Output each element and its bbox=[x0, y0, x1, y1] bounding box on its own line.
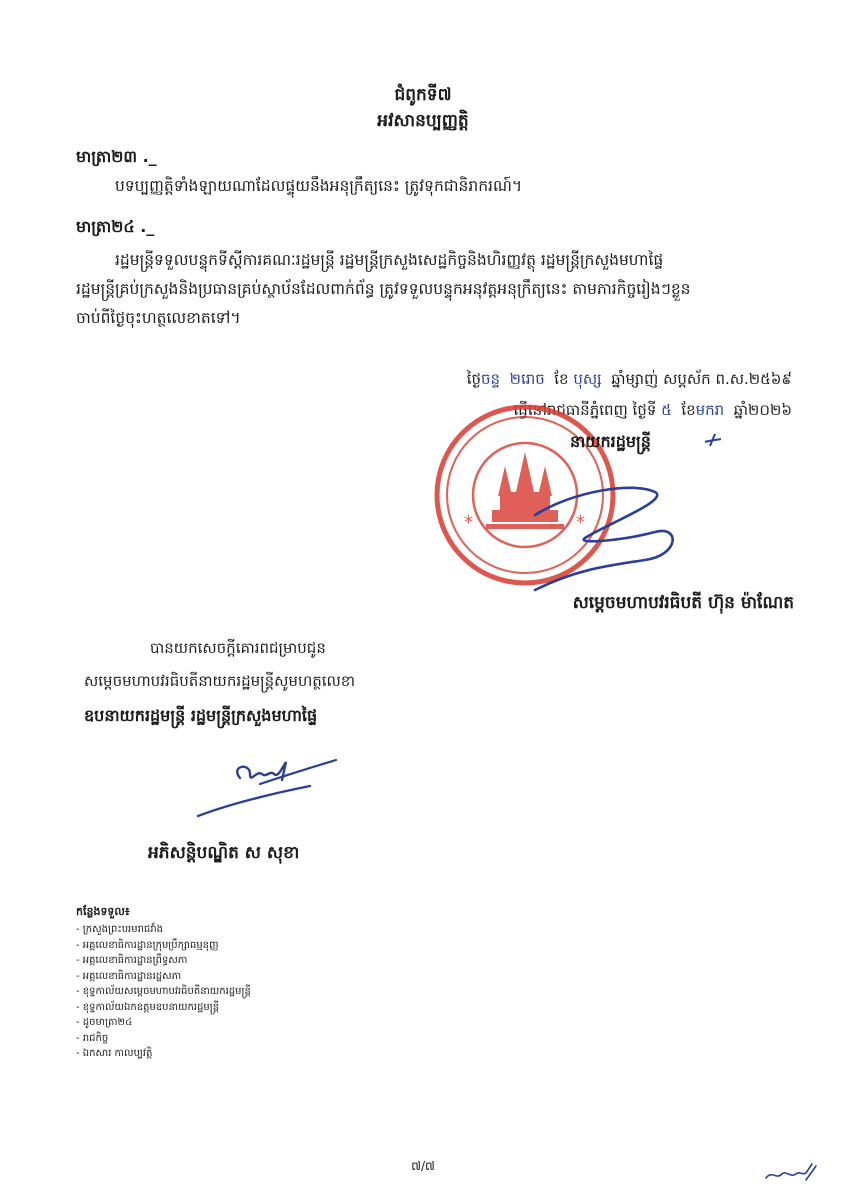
lunar-day: ២រោច bbox=[509, 370, 545, 388]
article-24-line-1: រដ្ឋមន្ត្រីទទួលបន្ទុកទីស្តីការគណៈរដ្ឋមន្ត្រី រដ្ឋមន្ត្រីក្រសួងសេដ្ឋកិច្ចនិងហិរញ្ញវត្ថុ រដ្ឋមន្ត្រីក្រសួងមហាផ្ទៃ bbox=[115, 251, 664, 269]
solar-day: ៥ bbox=[661, 401, 672, 419]
article-24-heading: មាត្រា២៤ ._ bbox=[76, 217, 155, 236]
month-prefix-2: ខែ bbox=[681, 401, 696, 419]
article-24-line-3: ចាប់ពីថ្ងៃចុះហត្ថលេខាតទៅ។ bbox=[76, 309, 241, 327]
pm-signature bbox=[505, 420, 745, 600]
article-23-text: បទប្បញ្ញត្តិទាំងឡាយណាដែលផ្ទុយនឹងអនុក្រឹត្យនេះ ត្រូវទុកជានិរាករណ៍។ bbox=[115, 177, 523, 195]
countersign-title: ឧបនាយករដ្ឋមន្ត្រី រដ្ឋមន្ត្រីក្រសួងមហាផ្ទៃ bbox=[84, 706, 318, 725]
countersign-line-1: បានយកសេចក្តីគោរពជម្រាបជូន bbox=[150, 639, 326, 657]
svg-text:*: * bbox=[464, 512, 473, 533]
weekday: ចន្ទ bbox=[481, 370, 501, 388]
recipients-list bbox=[76, 922, 251, 1062]
signatory-name: សម្តេចមហាបវរធិបតី ហ៊ុន ម៉ាណែត bbox=[572, 593, 794, 613]
countersign-line-2: សម្តេចមហាបវរធិបតីនាយករដ្ឋមន្ត្រីសូមហត្ថលេខា bbox=[84, 672, 356, 690]
list-item: - ឯកសារ កាលប្បវត្តិ bbox=[76, 1046, 251, 1062]
list-item: - រាជកិច្ច bbox=[76, 1031, 251, 1047]
deputy-signature bbox=[190, 740, 350, 830]
solar-year: ២០២៦ bbox=[748, 401, 792, 419]
list-item: - ដូចមាត្រា២៤ bbox=[76, 1015, 251, 1031]
recipients-title: កន្លែងទទួល៖ bbox=[76, 905, 130, 918]
buddhist-year: ឆ្នាំម្សាញ់ សប្តស័ក ព.ស.២៥៦៩ bbox=[611, 370, 792, 388]
lunar-month: បុស្ស bbox=[573, 370, 602, 388]
page-number: ៧/៧ bbox=[411, 1159, 435, 1173]
solar-month: មករា bbox=[695, 401, 725, 419]
list-item: - អគ្គលេខាធិការដ្ឋានព្រឹទ្ធសភា bbox=[76, 953, 251, 969]
list-item: - អគ្គលេខាធិការដ្ឋានក្រុមប្រឹក្សាធម្មនុញ្ញ bbox=[76, 938, 251, 954]
chapter-heading: ជំពូកទី៧ bbox=[394, 85, 452, 105]
month-prefix: ខែ bbox=[554, 370, 569, 388]
svg-text:*: * bbox=[576, 512, 585, 533]
list-item: - ក្រសួងព្រះបរមរាជវាំង bbox=[76, 922, 251, 938]
chapter-title: អវសានប្បញ្ញត្តិ bbox=[377, 111, 469, 131]
day-prefix: ថ្ងៃ bbox=[466, 370, 481, 388]
place-prefix: ធ្វើនៅរាជធានីភ្នំពេញ ថ្ងៃទី bbox=[513, 401, 657, 419]
initials-mark bbox=[762, 1158, 822, 1188]
countersign-name: អភិសន្តិបណ្ឌិត ស សុខា bbox=[148, 843, 300, 863]
list-item: - អគ្គលេខាធិការដ្ឋានរដ្ឋសភា bbox=[76, 969, 251, 985]
year-prefix: ឆ្នាំ bbox=[733, 401, 749, 419]
article-23-heading: មាត្រា២៣ ._ bbox=[76, 147, 157, 166]
signatory-title: នាយករដ្ឋមន្ត្រី bbox=[570, 432, 651, 451]
list-item: - ខុទ្ទកាល័យឯកឧត្តមឧបនាយករដ្ឋមន្ត្រី bbox=[76, 1000, 251, 1016]
lunar-date-line bbox=[467, 370, 792, 392]
article-24-line-2: រដ្ឋមន្ត្រីគ្រប់ក្រសួងនិងប្រធានគ្រប់ស្ថាប័នដែលពាក់ព័ន្ធ ត្រូវទទួលបន្ទុកអនុវត្តអនុក្រឹត្យនេះ តាមភារកិច្ចរៀងៗខ្លួន bbox=[76, 280, 691, 298]
list-item: - ខុទ្ទកាល័យសម្តេចមហាបវរធិបតីនាយករដ្ឋមន្ត្រី bbox=[76, 984, 251, 1000]
